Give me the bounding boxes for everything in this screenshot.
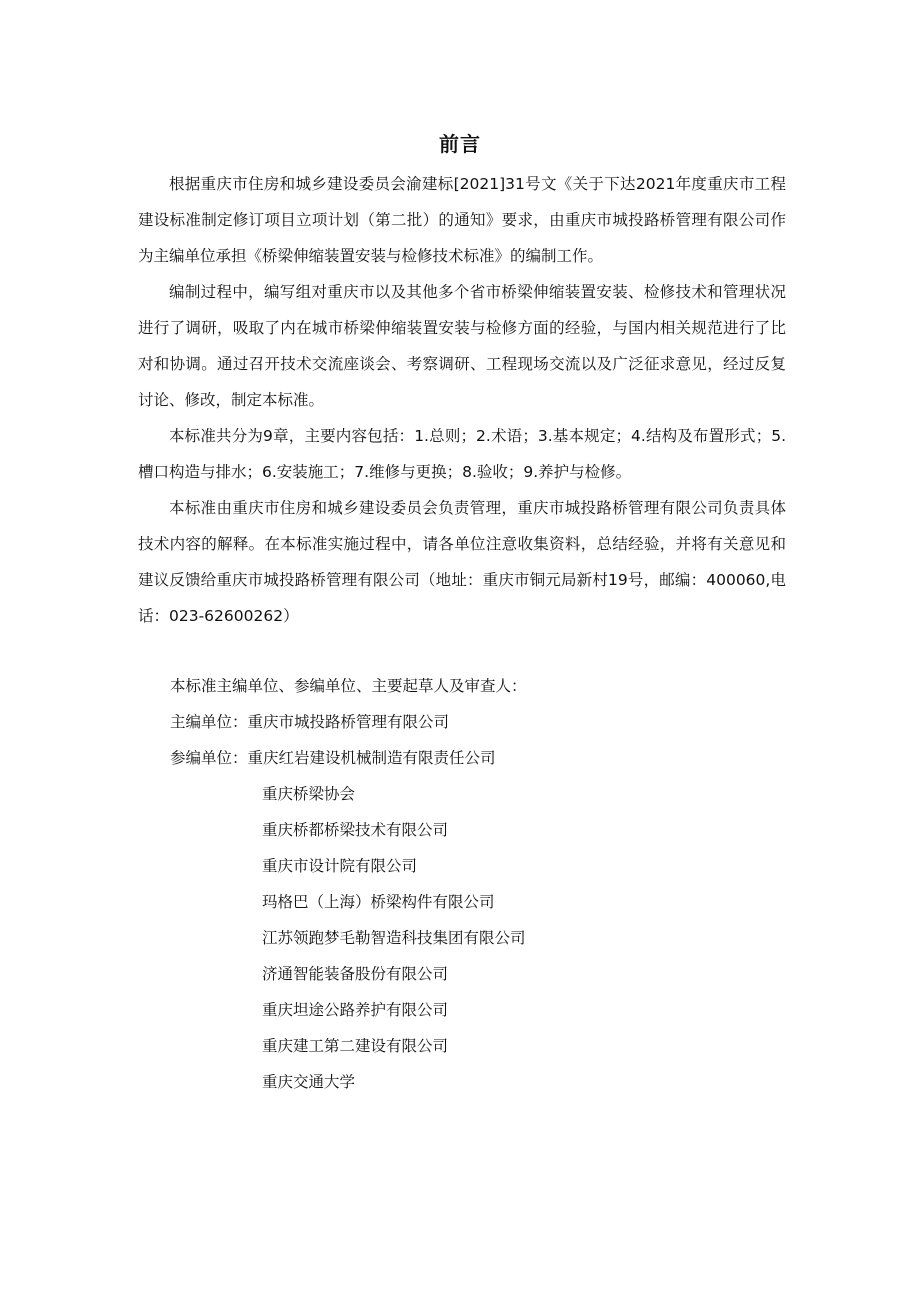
paragraph-management: 本标准由重庆市住房和城乡建设委员会负责管理，重庆市城投路桥管理有限公司负责具体技术内容的解释。在本标准实施过程中，请各单位注意收集资料，总结经验，并将有关意见和建议反馈给重庆市城投路桥管理有限公司（地址：重庆市铜元局新村19号，邮编：400060,电话：023-62600262） <box>138 499 786 625</box>
paragraph-contents: 本标准共分为9章，主要内容包括：1.总则；2.术语；3.基本规定；4.结构及布置形式；5.槽口构造与排水；6.安装施工；7.维修与更换；8.验收；9.养护与检修。 <box>138 427 786 481</box>
foreword-body <box>138 166 786 634</box>
participating-unit-first: 参编单位：重庆红岩建设机械制造有限责任公司 <box>170 749 496 767</box>
participating-unit: 江苏领跑梦毛勒智造科技集团有限公司 <box>262 929 526 947</box>
participating-unit: 重庆建工第二建设有限公司 <box>262 1037 449 1055</box>
participating-unit: 重庆市设计院有限公司 <box>262 857 418 875</box>
participating-unit: 玛格巴（上海）桥梁构件有限公司 <box>262 893 495 911</box>
participating-unit: 济通智能装备股份有限公司 <box>262 965 449 983</box>
participating-unit: 重庆桥梁协会 <box>262 785 356 803</box>
paragraph-process: 编制过程中，编写组对重庆市以及其他多个省市桥梁伸缩装置安装、检修技术和管理状况进行了调研，吸取了内在城市桥梁伸缩装置安装与检修方面的经验，与国内相关规范进行了比对和协调。通过召开技术交流座谈会、考察调研、工程现场交流以及广泛征求意见，经过反复讨论、修改，制定本标准。 <box>138 283 786 409</box>
units-section <box>170 668 770 1100</box>
page-title: 前言 <box>439 132 481 156</box>
chief-unit: 主编单位：重庆市城投路桥管理有限公司 <box>170 713 450 731</box>
units-intro: 本标准主编单位、参编单位、主要起草人及审查人： <box>170 677 527 695</box>
participating-unit: 重庆坦途公路养护有限公司 <box>262 1001 449 1019</box>
paragraph-mandate: 根据重庆市住房和城乡建设委员会渝建标[2021]31号文《关于下达2021年度重庆市工程建设标准制定修订项目立项计划（第二批）的通知》要求，由重庆市城投路桥管理有限公司作为主编单位承担《桥梁伸缩装置安装与检修技术标准》的编制工作。 <box>138 175 786 265</box>
participating-unit: 重庆交通大学 <box>262 1073 356 1091</box>
participating-unit: 重庆桥都桥梁技术有限公司 <box>262 821 449 839</box>
